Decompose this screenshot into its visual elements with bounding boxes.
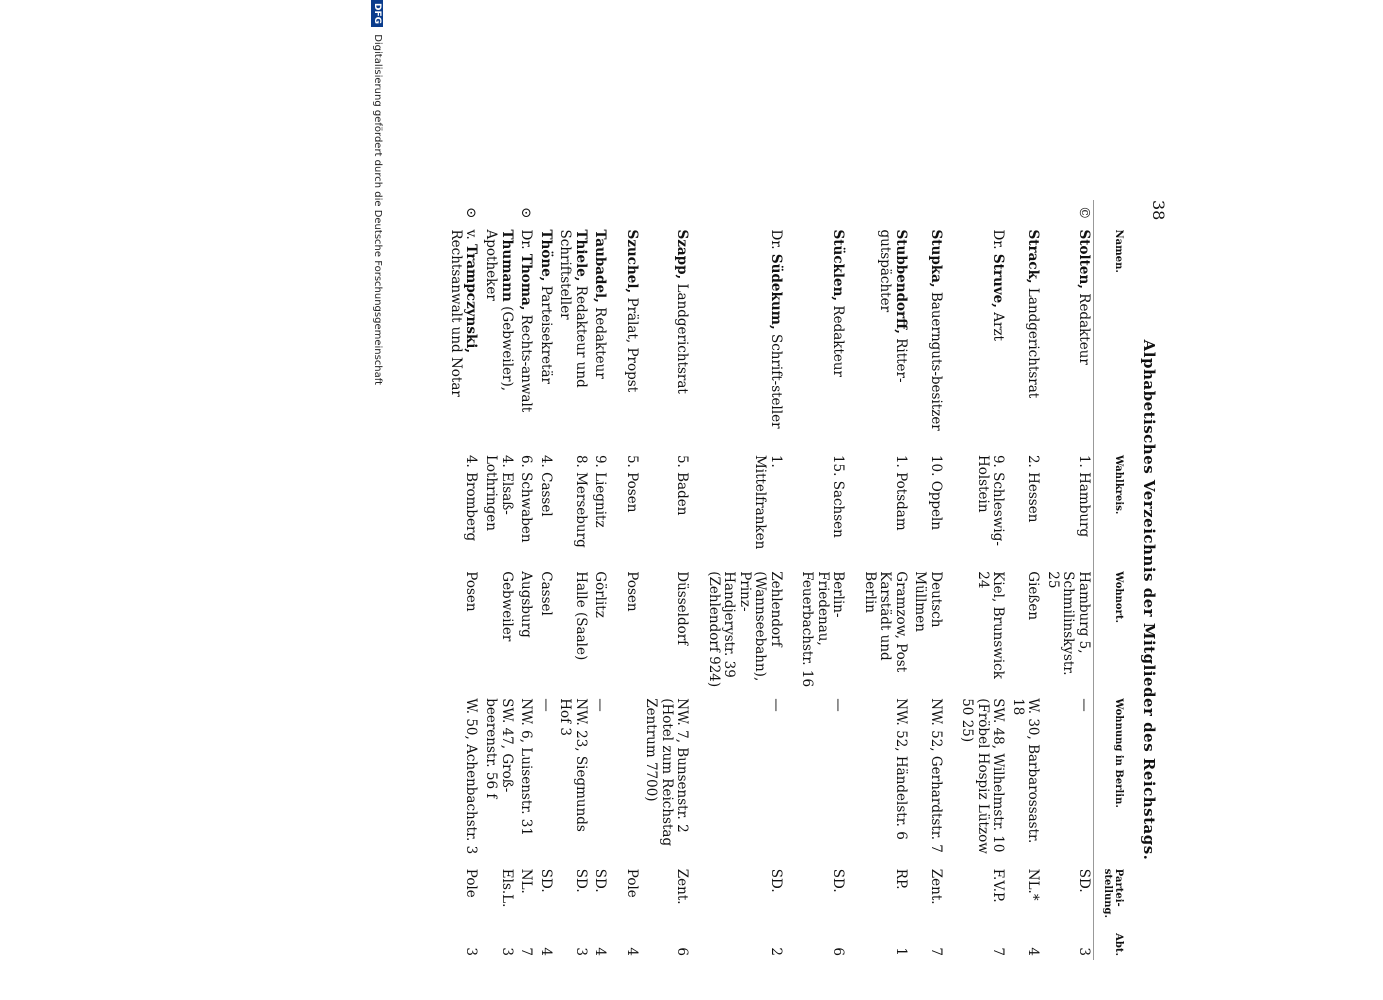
member-occupation: Landgerichtsrat <box>1025 283 1042 399</box>
berlin-cell <box>859 694 910 865</box>
wohnort-cell <box>445 567 480 694</box>
name-cell <box>957 226 1008 451</box>
abt-cell <box>1042 923 1093 960</box>
wahlkreis-cell <box>481 451 516 567</box>
berlin-cell <box>516 694 536 865</box>
table-header-row <box>1094 200 1127 960</box>
berlin-cell <box>445 694 480 865</box>
member-name: Stolten, <box>1076 229 1092 289</box>
wohnort: Hamburg 5, Schmilinskystr. 25 <box>1044 571 1092 676</box>
wohnort-cell <box>535 567 555 694</box>
wohnort-cell <box>797 567 860 694</box>
wohnort: Kiel, Brunswick 24 <box>974 571 1007 679</box>
partei-cell <box>481 865 516 923</box>
partei-cell <box>1042 865 1093 923</box>
mark-cell <box>555 200 590 226</box>
table-row <box>481 200 516 960</box>
wohnort: Cassel <box>537 571 554 616</box>
partei-cell <box>641 865 704 923</box>
member-name: Südekum, <box>767 253 784 330</box>
berlin-cell <box>910 694 957 865</box>
mark-cell <box>590 200 622 226</box>
header-wahlkreis: Wahlkreis. <box>1094 451 1127 567</box>
name-cell <box>1042 226 1093 451</box>
wahlkreis-cell <box>703 451 797 567</box>
member-name: Thöne, <box>537 229 554 282</box>
table-row <box>555 200 590 960</box>
berlin-address: — <box>830 698 847 712</box>
member-occupation: Redakteur <box>592 302 609 379</box>
wahlkreis: 6. Schwaben <box>518 454 535 543</box>
membership-mark: © <box>1076 206 1092 220</box>
wohnort-cell <box>1042 567 1093 694</box>
party: SD. <box>537 868 554 893</box>
member-table <box>445 200 1126 960</box>
department: 7 <box>927 947 944 956</box>
member-occupation: Redakteur <box>1076 288 1092 365</box>
abt-cell <box>957 923 1008 960</box>
mark-cell <box>957 200 1008 226</box>
table-row <box>445 200 480 960</box>
member-occupation: Redakteur <box>830 301 847 378</box>
abt-cell <box>703 923 797 960</box>
wahlkreis: 5. Baden <box>674 454 691 516</box>
membership-mark: ⊙ <box>518 207 535 219</box>
wahlkreis-cell <box>535 451 555 567</box>
wahlkreis: 1. Mittelfranken <box>752 454 784 550</box>
wahlkreis-cell <box>859 451 910 567</box>
member-title: Dr. <box>990 229 1007 254</box>
page-content <box>445 200 1168 960</box>
wahlkreis: 9. Liegnitz <box>592 454 609 528</box>
wahlkreis: 5. Posen <box>623 454 640 513</box>
berlin-cell <box>641 694 704 865</box>
header-berlin: Wohnung in Berlin. <box>1094 694 1127 865</box>
name-cell <box>797 226 860 451</box>
wahlkreis: 1. Hamburg <box>1076 454 1092 538</box>
table-row <box>590 200 622 960</box>
member-occupation: (Gebweiler), Apotheker <box>483 229 515 392</box>
member-occupation: Arzt <box>990 307 1007 341</box>
member-name: Struve, <box>990 253 1007 308</box>
wohnort: Augsburg <box>518 571 535 638</box>
header-name: Namen. <box>1094 226 1127 451</box>
member-name: Strack, <box>1025 229 1042 284</box>
mark-cell <box>1042 200 1093 226</box>
header-wohnort: Wohnort. <box>1094 567 1127 694</box>
mark-cell <box>797 200 860 226</box>
member-occupation: Ritter-gutspächter <box>877 229 909 383</box>
berlin-address: NW. 7, Bunsenstr. 2 (Hotel zum Reichstag Zentrum 7700) <box>643 698 691 847</box>
berlin-cell <box>621 694 641 865</box>
abt-cell <box>481 923 516 960</box>
member-title: Dr. <box>518 229 535 254</box>
abt-cell <box>1007 923 1042 960</box>
member-occupation: Landgerichtsrat <box>674 279 691 394</box>
member-occupation: Bauernguts-besitzer <box>927 287 944 431</box>
wohnort: Deutsch Müllmen <box>912 571 944 632</box>
wohnort-cell <box>555 567 590 694</box>
mark-cell <box>641 200 704 226</box>
member-name: Stubbendorff, <box>892 229 909 334</box>
name-cell <box>621 226 641 451</box>
member-occupation: Prälat, Propst <box>623 293 640 393</box>
berlin-address: SW. 48, Wilhelmstr. 10 (Fröbel Hospiz Lützow 50 25) <box>959 698 1007 854</box>
wohnort: Berlin-Friedenau, Feuerbachstr. 16 <box>799 571 847 688</box>
wohnort-cell <box>621 567 641 694</box>
department: 4 <box>537 947 554 956</box>
party: SD. <box>572 868 589 893</box>
name-cell <box>445 226 480 451</box>
abt-cell <box>535 923 555 960</box>
member-name: Thumann <box>498 229 515 302</box>
party: SD. <box>592 868 609 893</box>
wohnort: Zehlendorf (Wannseebahn), Prinz-Handjerystr. 39 (Zehlendorf 924) <box>705 571 784 688</box>
wahlkreis: 9. Schleswig-Holstein <box>974 454 1007 546</box>
table-row <box>641 200 704 960</box>
department: 4 <box>592 947 609 956</box>
table-row <box>797 200 860 960</box>
partei-cell <box>859 865 910 923</box>
member-name: Trampczynski, <box>463 244 480 354</box>
wahlkreis-cell <box>555 451 590 567</box>
member-occupation: Parteisekretär <box>537 281 554 384</box>
party: SD. <box>1076 868 1092 893</box>
berlin-cell <box>590 694 622 865</box>
name-cell <box>555 226 590 451</box>
member-occupation: Redakteur und Schriftsteller <box>557 229 589 388</box>
wohnort: Posen <box>623 571 640 612</box>
department: 3 <box>498 947 515 956</box>
department: 3 <box>572 947 589 956</box>
name-cell <box>481 226 516 451</box>
partei-cell <box>910 865 957 923</box>
abt-cell <box>641 923 704 960</box>
department: 6 <box>674 947 691 956</box>
partei-cell <box>1007 865 1042 923</box>
partei-cell <box>590 865 622 923</box>
berlin-address: — <box>537 698 554 712</box>
table-row <box>1042 200 1093 960</box>
page-number: 38 <box>1149 200 1168 221</box>
member-title: v. <box>463 229 480 245</box>
mark-cell <box>1007 200 1042 226</box>
department: 4 <box>623 947 640 956</box>
berlin-cell <box>535 694 555 865</box>
wahlkreis-cell <box>797 451 860 567</box>
berlin-address: W. 50, Achenbachstr. 3 <box>463 698 480 855</box>
member-name: Thiele, <box>572 229 589 282</box>
wohnort-cell <box>1007 567 1042 694</box>
party: NL. <box>518 868 535 894</box>
wahlkreis-cell <box>516 451 536 567</box>
berlin-address: NW. 52, Händelstr. 6 <box>892 698 909 840</box>
mark-cell <box>621 200 641 226</box>
member-name: Taubadel, <box>592 229 609 303</box>
wohnort: Gramzow, Post Karstädt und Berlin <box>861 571 909 673</box>
table-row <box>516 200 536 960</box>
berlin-cell <box>957 694 1008 865</box>
member-name: Szuchel, <box>623 229 640 294</box>
wahlkreis: 4. Bromberg <box>463 454 480 542</box>
member-title: Dr. <box>767 229 784 254</box>
party: Pole <box>623 868 640 898</box>
member-name: Stupka, <box>927 229 944 288</box>
wohnort: Halle (Saale) <box>572 571 589 661</box>
wahlkreis-cell <box>641 451 704 567</box>
wohnort: Gebweiler <box>498 571 515 642</box>
wohnort-cell <box>859 567 910 694</box>
abt-cell <box>621 923 641 960</box>
wahlkreis-cell <box>1042 451 1093 567</box>
wohnort-cell <box>481 567 516 694</box>
wohnort-cell <box>703 567 797 694</box>
wahlkreis-cell <box>957 451 1008 567</box>
wahlkreis: 4. Cassel <box>537 454 554 517</box>
wohnort-cell <box>910 567 957 694</box>
mark-cell <box>516 200 536 226</box>
abt-cell <box>516 923 536 960</box>
wohnort: Düsseldorf <box>674 571 691 646</box>
wohnort-cell <box>957 567 1008 694</box>
mark-cell <box>910 200 957 226</box>
berlin-cell <box>481 694 516 865</box>
wahlkreis: 2. Hessen <box>1025 454 1042 523</box>
berlin-cell <box>797 694 860 865</box>
abt-cell <box>445 923 480 960</box>
wahlkreis-cell <box>621 451 641 567</box>
berlin-address: — <box>592 698 609 712</box>
berlin-address: W. 30, Barbarossastr. 18 <box>1009 698 1042 844</box>
member-occupation: Rechtsanwalt und Notar <box>447 229 464 397</box>
berlin-cell <box>555 694 590 865</box>
page-heading: Alphabetisches Verzeichnis der Mitglieder des Reichstags. <box>1140 339 1158 861</box>
department: 6 <box>830 947 847 956</box>
header-partei: Partei-stellung. <box>1094 865 1127 923</box>
mark-cell <box>445 200 480 226</box>
mark-cell <box>703 200 797 226</box>
wahlkreis-cell <box>445 451 480 567</box>
name-cell <box>703 226 797 451</box>
footer <box>363 0 383 1000</box>
party: Zent. <box>927 868 944 905</box>
abt-cell <box>859 923 910 960</box>
mark-cell <box>859 200 910 226</box>
header-mark <box>1094 200 1127 226</box>
department: 7 <box>990 947 1007 956</box>
department: 4 <box>1025 947 1042 956</box>
abt-cell <box>910 923 957 960</box>
member-name: Thoma, <box>518 253 535 311</box>
abt-cell <box>590 923 622 960</box>
name-cell <box>1007 226 1042 451</box>
wahlkreis-cell <box>1007 451 1042 567</box>
table-row <box>621 200 641 960</box>
table-row <box>859 200 910 960</box>
party: RP. <box>892 868 909 890</box>
partei-cell <box>445 865 480 923</box>
wohnort: Gießen <box>1025 571 1042 621</box>
dfg-logo: DFG <box>371 0 383 27</box>
membership-mark: ⊙ <box>463 207 480 219</box>
berlin-address: — <box>767 698 784 712</box>
wohnort: Görlitz <box>592 571 609 618</box>
party: Pole <box>463 868 480 898</box>
wohnort: Posen <box>463 571 480 612</box>
member-occupation: Schrift-steller <box>767 329 784 429</box>
mark-cell <box>481 200 516 226</box>
name-cell <box>590 226 622 451</box>
abt-cell <box>797 923 860 960</box>
partei-cell <box>516 865 536 923</box>
berlin-address: NW. 23, Siegmunds Hof 3 <box>557 698 589 832</box>
table-row <box>1007 200 1042 960</box>
partei-cell <box>535 865 555 923</box>
wohnort-cell <box>516 567 536 694</box>
header-abt: Abt. <box>1094 923 1127 960</box>
table-row <box>957 200 1008 960</box>
member-name: Szapp, <box>674 229 691 280</box>
party: F.V.P. <box>990 868 1007 903</box>
name-cell <box>535 226 555 451</box>
wahlkreis-cell <box>590 451 622 567</box>
berlin-address: NW. 52, Gerhardtstr. 7 <box>927 698 944 853</box>
mark-cell <box>535 200 555 226</box>
wahlkreis: 4. Elsaß-Lothringen <box>483 454 515 531</box>
department: 1 <box>892 947 909 956</box>
berlin-address: — <box>1076 698 1092 712</box>
table-row <box>703 200 797 960</box>
wahlkreis: 15. Sachsen <box>830 454 847 538</box>
wahlkreis-cell <box>910 451 957 567</box>
department: 2 <box>767 947 784 956</box>
party: SD. <box>767 868 784 893</box>
berlin-address: SW. 47, Groß-beerenstr. 56 f <box>483 698 515 799</box>
party: Els.L. <box>498 868 515 908</box>
name-cell <box>859 226 910 451</box>
party: Zent. <box>674 868 691 905</box>
partei-cell <box>555 865 590 923</box>
wohnort-cell <box>641 567 704 694</box>
party: SD. <box>830 868 847 893</box>
berlin-cell <box>703 694 797 865</box>
partei-cell <box>957 865 1008 923</box>
department: 7 <box>518 947 535 956</box>
table-row <box>535 200 555 960</box>
member-occupation: Rechts-anwalt <box>518 310 535 413</box>
partei-cell <box>621 865 641 923</box>
wahlkreis: 8. Merseburg <box>572 454 589 548</box>
partei-cell <box>797 865 860 923</box>
party: NL.* <box>1025 868 1042 901</box>
berlin-address: NW. 6, Luisenstr. 31 <box>518 698 535 836</box>
wohnort-cell <box>590 567 622 694</box>
footer-text: Digitalisierung gefördert durch die Deutsche Forschungsgemeinschaft <box>372 34 383 386</box>
name-cell <box>641 226 704 451</box>
berlin-cell <box>1042 694 1093 865</box>
member-name: Stücklen, <box>830 229 847 302</box>
table-body <box>445 200 1093 960</box>
abt-cell <box>555 923 590 960</box>
berlin-cell <box>1007 694 1042 865</box>
name-cell <box>910 226 957 451</box>
wahlkreis: 1. Potsdam <box>892 454 909 531</box>
department: 3 <box>1076 947 1092 956</box>
wahlkreis: 10. Oppeln <box>927 454 944 531</box>
name-cell <box>516 226 536 451</box>
table-row <box>910 200 957 960</box>
partei-cell <box>703 865 797 923</box>
department: 3 <box>463 947 480 956</box>
